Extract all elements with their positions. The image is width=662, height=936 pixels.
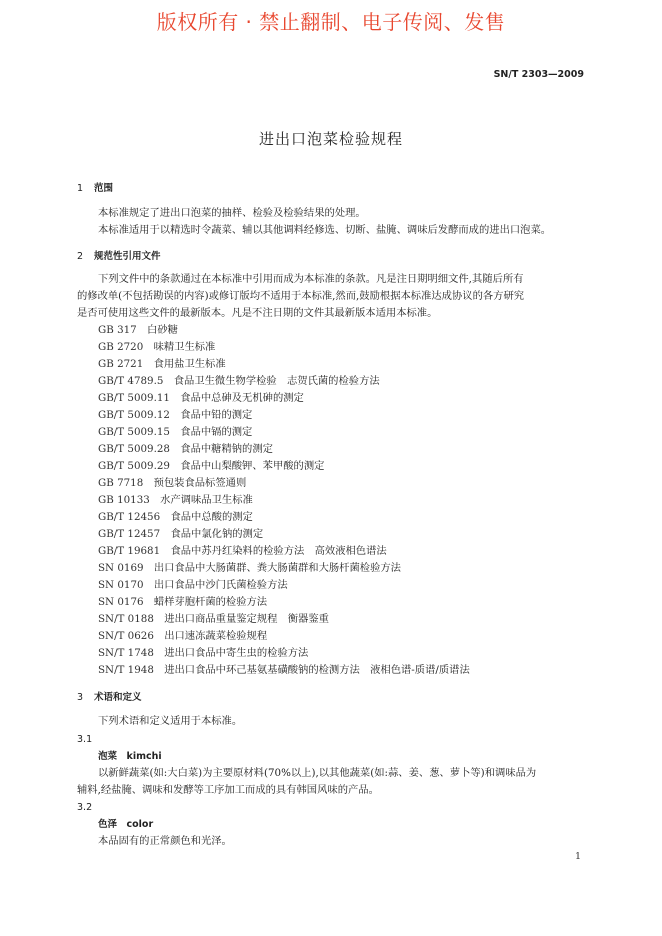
reference-gap xyxy=(154,647,164,659)
section-2-heading xyxy=(77,249,161,264)
reference-gap xyxy=(170,460,180,472)
reference-item xyxy=(98,442,273,457)
document-title: 进出口泡菜检验规程 xyxy=(258,130,403,148)
reference-gap xyxy=(154,664,164,676)
reference-item xyxy=(98,544,387,559)
reference-gap xyxy=(143,477,153,489)
copyright-watermark: 版权所有 · 禁止翻制、电子传阅、发售 xyxy=(156,10,506,34)
reference-gap xyxy=(163,375,173,387)
section-1-paragraph-1: 本标准规定了进出口泡菜的抽样、检验及检验结果的处理。 xyxy=(98,207,366,219)
reference-gap xyxy=(170,426,180,438)
reference-item xyxy=(98,629,267,644)
reference-title: 食用盐卫生标准 xyxy=(153,358,226,370)
reference-gap xyxy=(170,392,180,404)
reference-code: GB 2721 xyxy=(98,358,144,370)
reference-code: GB/T 12457 xyxy=(98,528,161,540)
reference-code: GB/T 5009.12 xyxy=(98,409,170,421)
reference-gap xyxy=(170,443,180,455)
section-1-heading xyxy=(77,181,113,196)
reference-item xyxy=(98,391,304,406)
reference-item xyxy=(98,357,226,372)
reference-item xyxy=(98,595,267,610)
reference-item xyxy=(98,323,178,338)
term-3-2-number: 3.2 xyxy=(77,802,93,813)
reference-title: 出口食品中大肠菌群、粪大肠菌群和大肠杆菌检验方法 xyxy=(153,562,401,574)
reference-gap xyxy=(144,579,154,591)
reference-code: SN 0176 xyxy=(98,596,144,608)
section-1-paragraph-2: 本标准适用于以精选时令蔬菜、辅以其他调料经修选、切断、盐腌、调味后发酵而成的进出口泡菜。 xyxy=(98,224,552,236)
reference-gap xyxy=(137,324,147,336)
reference-code: SN/T 0188 xyxy=(98,613,154,625)
reference-title: 水产调味品卫生标准 xyxy=(160,494,253,506)
reference-code: SN/T 1948 xyxy=(98,664,154,676)
section-3-number: 3 xyxy=(77,692,84,703)
section-2-intro-line-3: 是否可使用这些文件的最新版本。凡是不注日期的文件其最新版本适用本标准。 xyxy=(77,307,438,319)
reference-title: 食品中氯化钠的测定 xyxy=(170,528,264,540)
section-3-title: 术语和定义 xyxy=(94,692,142,703)
reference-gap xyxy=(170,409,180,421)
reference-code: SN 0170 xyxy=(98,579,144,591)
reference-item xyxy=(98,527,263,542)
reference-item xyxy=(98,578,288,593)
reference-item xyxy=(98,425,252,440)
reference-title: 进出口食品中寄生虫的检验方法 xyxy=(164,647,309,659)
reference-code: SN 0169 xyxy=(98,562,144,574)
reference-title: 食品中总酸的测定 xyxy=(170,511,253,523)
reference-title: 食品中镉的测定 xyxy=(180,426,253,438)
reference-item xyxy=(98,561,401,576)
reference-title: 进出口商品重量鉴定规程 衡器鉴重 xyxy=(164,613,329,625)
reference-title: 食品中苏丹红染料的检验方法 高效液相色谱法 xyxy=(170,545,387,557)
reference-gap xyxy=(144,562,154,574)
reference-code: GB/T 5009.29 xyxy=(98,460,170,472)
section-2-title: 规范性引用文件 xyxy=(94,251,161,262)
reference-title: 出口食品中沙门氏菌检验方法 xyxy=(153,579,288,591)
section-3-heading xyxy=(77,690,142,705)
reference-item xyxy=(98,510,253,525)
reference-code: SN/T 1748 xyxy=(98,647,154,659)
section-2-number: 2 xyxy=(77,251,84,262)
reference-gap xyxy=(143,358,153,370)
section-1-title: 范围 xyxy=(94,183,114,194)
reference-item xyxy=(98,476,246,491)
term-3-2-name: 色泽 color xyxy=(98,819,154,830)
reference-gap xyxy=(144,596,154,608)
reference-item xyxy=(98,340,215,355)
reference-gap xyxy=(160,528,170,540)
reference-item xyxy=(98,374,380,389)
page-number: 1 xyxy=(575,851,582,862)
standard-number: SN/T 2303—2009 xyxy=(493,69,584,80)
reference-code: GB/T 19681 xyxy=(98,545,161,557)
term-3-1-definition-line-1: 以新鲜蔬菜(如:大白菜)为主要原材料(70%以上),以其他蔬菜(如:蒜、姜、葱、萝卜等)和调味品为 xyxy=(98,767,537,779)
reference-code: GB 317 xyxy=(98,324,137,336)
reference-item xyxy=(98,408,252,423)
reference-code: SN/T 0626 xyxy=(98,630,154,642)
reference-title: 食品中糖精钠的测定 xyxy=(180,443,273,455)
reference-gap xyxy=(143,341,153,353)
reference-code: GB/T 5009.28 xyxy=(98,443,170,455)
reference-item xyxy=(98,612,329,627)
reference-title: 进出口食品中环己基氨基磺酸钠的检测方法 液相色谱-质谱/质谱法 xyxy=(164,664,470,676)
section-2-intro-line-2: 的修改单(不包括勘误的内容)或修订版均不适用于本标准,然而,鼓励根据本标准达成协议的各方研究 xyxy=(77,290,525,302)
section-2-intro-line-1: 下列文件中的条款通过在本标准中引用而成为本标准的条款。凡是注日期明细文件,其随后所有 xyxy=(98,273,524,285)
reference-gap xyxy=(154,613,164,625)
section-3-intro: 下列术语和定义适用于本标准。 xyxy=(98,715,243,727)
reference-title: 预包装食品标签通则 xyxy=(153,477,247,489)
reference-item xyxy=(98,663,470,678)
section-1-number: 1 xyxy=(77,183,84,194)
reference-gap xyxy=(160,511,170,523)
reference-gap xyxy=(160,545,170,557)
reference-item xyxy=(98,493,253,508)
reference-title: 食品中山梨酸钾、苯甲酸的测定 xyxy=(180,460,325,472)
reference-gap xyxy=(154,630,164,642)
term-3-1-definition-line-2: 辅料,经盐腌、调味和发酵等工序加工而成的具有韩国风味的产品。 xyxy=(77,784,379,796)
reference-title: 食品中铅的测定 xyxy=(180,409,253,421)
reference-title: 食品中总砷及无机砷的测定 xyxy=(180,392,304,404)
reference-code: GB/T 5009.15 xyxy=(98,426,170,438)
reference-gap xyxy=(150,494,160,506)
reference-code: GB 10133 xyxy=(98,494,150,506)
reference-code: GB/T 12456 xyxy=(98,511,161,523)
term-3-1-name: 泡菜 kimchi xyxy=(98,751,162,762)
reference-title: 蜡样芽胞杆菌的检验方法 xyxy=(153,596,268,608)
reference-item xyxy=(98,459,324,474)
reference-title: 味精卫生标准 xyxy=(153,341,216,353)
reference-code: GB/T 5009.11 xyxy=(98,392,170,404)
reference-title: 出口速冻蔬菜检验规程 xyxy=(164,630,268,642)
reference-code: GB 7718 xyxy=(98,477,144,489)
term-3-2-definition-line-1: 本品固有的正常颜色和光泽。 xyxy=(98,835,232,847)
reference-code: GB 2720 xyxy=(98,341,144,353)
reference-title: 食品卫生微生物学检验 志贺氏菌的检验方法 xyxy=(173,375,380,387)
reference-item xyxy=(98,646,308,661)
term-3-1-number: 3.1 xyxy=(77,734,93,745)
reference-title: 白砂糖 xyxy=(147,324,178,336)
reference-code: GB/T 4789.5 xyxy=(98,375,164,387)
